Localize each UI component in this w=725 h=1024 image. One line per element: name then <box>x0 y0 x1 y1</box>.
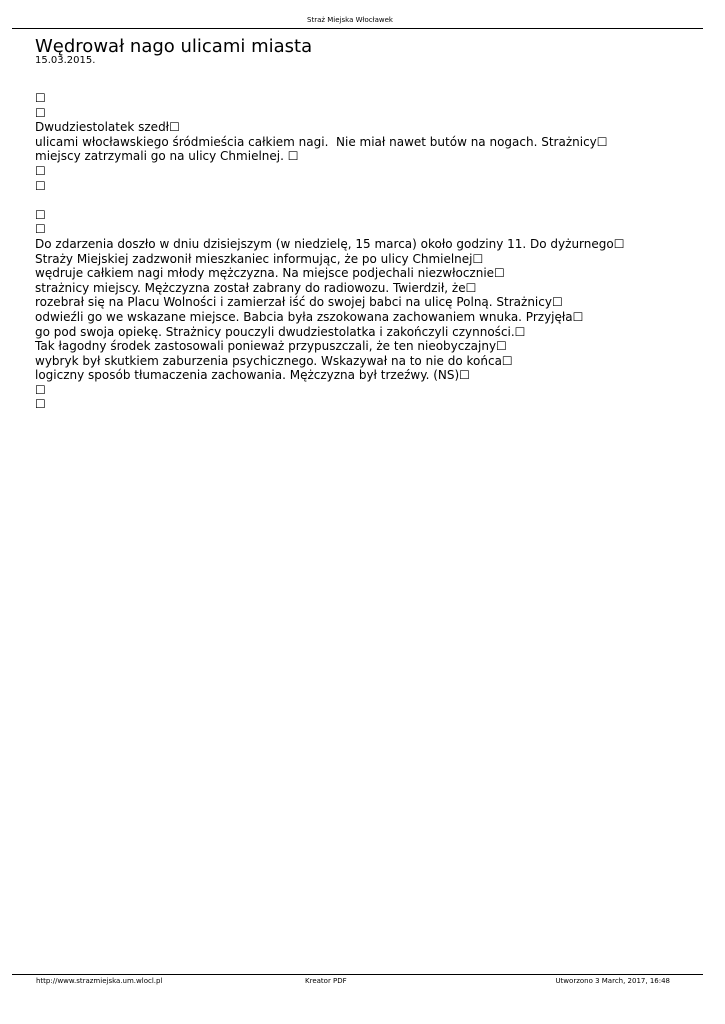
body-line: Dwudziestolatek szedł☐ <box>35 120 180 135</box>
header-divider <box>12 28 703 29</box>
body-line: ☐ <box>35 91 46 105</box>
article-title: Wędrował nago ulicami miasta <box>35 36 313 57</box>
article-date: 15.03.2015. <box>35 55 96 66</box>
body-line: rozebrał się na Placu Wolności i zamierzał iść do swojej babci na ulicę Polną. Strażnicy☐ <box>35 295 563 310</box>
page-header-text: Straż Miejska Włocławek <box>307 16 393 24</box>
body-line: logiczny sposób tłumaczenia zachowania. Mężczyzna był trzeźwy. (NS)☐ <box>35 368 470 383</box>
body-line: ulicami włocławskiego śródmieścia całkiem nagi. Nie miał nawet butów na nogach. Strażnicy☐ <box>35 134 608 149</box>
body-line: ☐ <box>35 382 46 397</box>
body-line: odwieźli go we wskazane miejsce. Babcia była zszokowana zachowaniem wnuka. Przyjęła☐ <box>35 309 584 324</box>
body-line: miejscy zatrzymali go na ulicy Chmielnej. ☐ <box>35 149 299 164</box>
body-line: ☐ <box>35 207 46 222</box>
footer-url[interactable]: http://www.strazmiejska.um.wlocl.pl <box>36 977 163 985</box>
body-line: go pod swoja opiekę. Strażnicy pouczyli dwudziestolatka i zakończyli czynności.☐ <box>35 324 526 339</box>
body-line: ☐ <box>35 222 46 237</box>
body-line: wybryk był skutkiem zaburzenia psychicznego. Wskazywał na to nie do końca☐ <box>35 353 513 368</box>
footer-created-timestamp: Utworzono 3 March, 2017, 16:48 <box>555 977 670 985</box>
body-line: ☐ <box>35 178 46 193</box>
footer-divider <box>12 974 703 975</box>
body-line: wędruje całkiem nagi młody mężczyzna. Na miejsce podjechali niezwłocznie☐ <box>35 266 505 281</box>
body-line: Straży Miejskiej zadzwonił mieszkaniec informując, że po ulicy Chmielnej☐ <box>35 251 484 266</box>
article-body <box>35 91 624 412</box>
body-line: Do zdarzenia doszło w dniu dzisiejszym (w niedzielę, 15 marca) około godziny 11. Do dyżurnego☐ <box>35 236 625 251</box>
body-line: strażnicy miejscy. Mężczyzna został zabrany do radiowozu. Twierdził, że☐ <box>35 280 477 295</box>
body-line: ☐ <box>35 105 46 120</box>
body-line <box>35 193 624 208</box>
body-line: Tak łagodny środek zastosowali ponieważ przypuszczali, że ten nieobyczajny☐ <box>35 339 507 354</box>
body-line: ☐ <box>35 163 46 178</box>
body-line: ☐ <box>35 397 46 412</box>
footer-generator: Kreator PDF <box>305 977 347 985</box>
